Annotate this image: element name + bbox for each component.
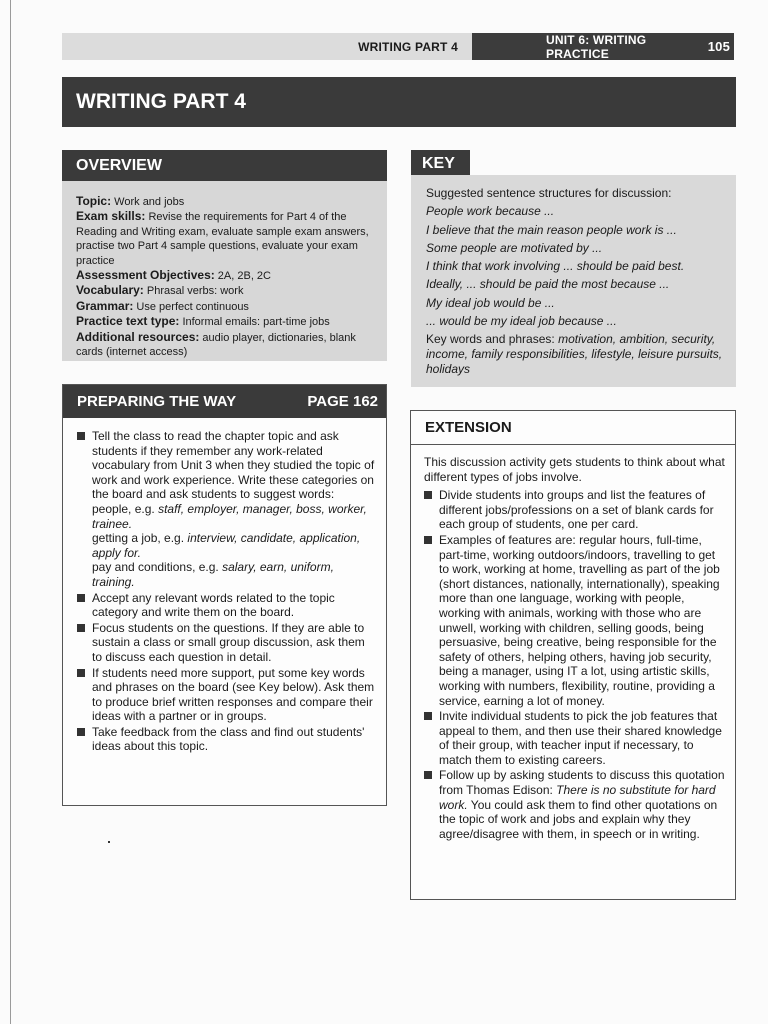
list-item	[424, 709, 727, 767]
overview-value: 2A, 2B, 2C	[217, 270, 271, 283]
category-words: staff, employer, manager, boss, worker, trainee.	[92, 501, 367, 531]
extension-heading: EXTENSION	[411, 411, 735, 445]
category-line	[92, 531, 378, 560]
preparing-page-ref: PAGE 162	[307, 393, 378, 410]
overview-item	[76, 314, 377, 329]
overview-value: Phrasal verbs: work	[146, 285, 244, 298]
unit-label-bar	[472, 33, 734, 60]
extension-body	[411, 445, 735, 841]
overview-item	[76, 299, 377, 314]
overview-label: Vocabulary:	[76, 283, 144, 298]
key-sentence: My ideal job would be ...	[426, 295, 555, 310]
bullet-text: Focus students on the questions. If they are able to sustain a class or small group discussion, ask them to discuss each question in detail.	[92, 620, 365, 664]
extension-panel	[410, 410, 736, 900]
running-header	[62, 33, 734, 60]
overview-value: audio player, dictionaries, blank cards (internet access)	[76, 331, 356, 359]
category-line	[92, 560, 378, 589]
category-label: pay and conditions, e.g.	[92, 560, 223, 575]
list-item	[424, 533, 727, 708]
list-item	[77, 666, 378, 724]
edison-quote: There is no substitute for hard work.	[439, 783, 716, 812]
overview-label: Assessment Objectives:	[76, 268, 215, 283]
preparing-panel	[62, 384, 387, 806]
key-sentence: Some people are motivated by ...	[426, 240, 603, 255]
overview-value: Use perfect continuous	[136, 300, 249, 313]
list-item	[424, 488, 727, 532]
overview-item	[76, 330, 377, 360]
square-bullet-icon	[424, 536, 432, 544]
overview-value: Informal emails: part-time jobs	[182, 316, 330, 329]
overview-item	[76, 283, 377, 298]
section-label: WRITING PART 4	[62, 33, 472, 60]
square-bullet-icon	[424, 712, 432, 720]
category-label: people, e.g.	[92, 501, 159, 516]
category-words: salary, earn, uniform, training.	[92, 560, 334, 589]
bullet-text-post: You could ask them to find other quotations on the topic of work and jobs and explain why they agree/disagree with them, in speech or in writing.	[439, 797, 718, 841]
overview-heading: OVERVIEW	[62, 150, 387, 181]
key-keywords-list: motivation, ambition, security, income, family responsibilities, lifestyle, leisure pursuits, holidays	[426, 332, 723, 377]
key-sentence: I believe that the main reason people work is ...	[426, 222, 677, 237]
square-bullet-icon	[77, 728, 85, 736]
bullet-text-pre: Follow up by asking students to discuss this quotation from Thomas Edison:	[439, 768, 725, 798]
square-bullet-icon	[77, 594, 85, 602]
bullet-text: Invite individual students to pick the job features that appeal to them, and then use their shared knowledge of their group, with teacher input if necessary, to match them to existing careers.	[439, 709, 722, 767]
overview-label: Additional resources:	[76, 329, 200, 344]
overview-label: Topic:	[76, 194, 112, 208]
overview-item	[76, 209, 377, 268]
square-bullet-icon	[77, 669, 85, 677]
key-heading: KEY	[411, 150, 470, 177]
bullet-text: Examples of features are: regular hours, full-time, part-time, working outdoors/indoors, travelling to get to work, working at home, travelling as part of the job (short distances, nationally, internationally), speaking more than one language, working with people, working with animals, working with those who are unwell, working with children, selling goods, being persuasive, being creative, being responsible for the safety of others, helping others, having job security, being a manager, using IT a lot, using artistic skills, working with numbers, flexibility, routine, providing a service, earning a lot of money.	[439, 532, 720, 708]
overview-label: Exam skills:	[76, 209, 146, 224]
preparing-body	[63, 418, 386, 754]
square-bullet-icon	[424, 491, 432, 499]
overview-value: Work and jobs	[114, 196, 185, 208]
key-sentence: ... would be my ideal job because ...	[426, 314, 617, 329]
extension-intro: This discussion activity gets students to think about what different types of jobs involve.	[424, 455, 725, 484]
list-item	[77, 429, 378, 590]
unit-label: UNIT 6: WRITING PRACTICE	[546, 32, 647, 61]
category-words: interview, candidate, application, apply for.	[92, 531, 361, 560]
overview-value: Revise the requirements for Part 4 of the Reading and Writing exam, evaluate sample exam answers, practise two Part 4 sample questions, evaluate your exam practice	[76, 211, 369, 267]
page-title: WRITING PART 4	[62, 77, 736, 127]
square-bullet-icon	[77, 432, 85, 440]
page-edge-line	[10, 0, 11, 1024]
key-intro: Suggested sentence structures for discussion:	[426, 186, 672, 200]
overview-body	[62, 181, 387, 359]
key-keywords	[426, 332, 726, 377]
bullet-text: If students need more support, put some key words and phrases on the board (see Key below). Ask them to produce brief written responses and compare their ideas with a partner or in groups.	[92, 665, 375, 724]
bullet-text	[439, 768, 727, 841]
overview-panel	[62, 150, 387, 361]
list-item	[77, 725, 378, 754]
page-number: 105	[707, 39, 730, 54]
overview-label: Grammar:	[76, 298, 134, 313]
bullet-text: Tell the class to read the chapter topic and ask students if they remember any work-related vocabulary from Unit 3 when they studied the topic of work and work experience. Write these categories on the board and ask students to suggest words:	[92, 429, 375, 502]
preparing-header	[63, 385, 386, 418]
preparing-heading: PREPARING THE WAY	[77, 393, 237, 410]
category-label: getting a job, e.g.	[92, 531, 188, 546]
key-sentence: Ideally, ... should be paid the most because ...	[426, 277, 670, 292]
square-bullet-icon	[77, 624, 85, 632]
list-item	[77, 621, 378, 665]
bullet-text: Divide students into groups and list the features of different jobs/professions on a set of blank cards for each group of students, one per card.	[439, 488, 714, 532]
bullet-text: Take feedback from the class and find out students' ideas about this topic.	[92, 724, 365, 754]
key-sentence: I think that work involving ... should be paid best.	[426, 259, 685, 274]
overview-item	[76, 268, 377, 283]
bullet-text: Accept any relevant words related to the topic category and write them on the board.	[92, 590, 335, 620]
list-item	[77, 591, 378, 620]
overview-item	[76, 194, 377, 209]
key-sentence: People work because ...	[426, 204, 555, 219]
overview-label: Practice text type:	[76, 314, 180, 329]
key-keywords-label: Key words and phrases:	[426, 332, 559, 347]
list-item	[424, 768, 727, 841]
key-panel	[411, 175, 736, 387]
stray-mark	[108, 841, 110, 843]
square-bullet-icon	[424, 771, 432, 779]
category-line	[92, 502, 378, 531]
